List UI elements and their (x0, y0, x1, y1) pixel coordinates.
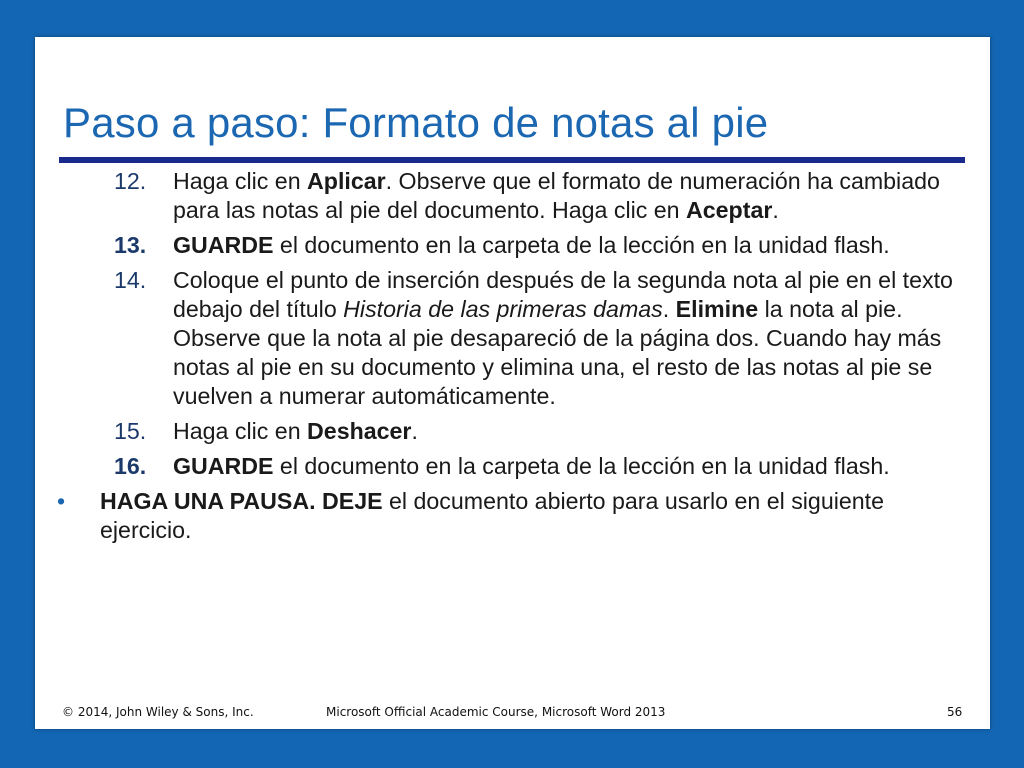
text-run: . Observe que el formato de numeración ha cambiado para las notas al pie del documento. Haga clic en (173, 168, 940, 223)
footer-copyright: © 2014, John Wiley & Sons, Inc. (62, 705, 254, 719)
bold-text: HAGA UNA PAUSA. DEJE (100, 488, 383, 514)
bold-text: Aceptar (686, 197, 773, 223)
bold-text: GUARDE (173, 453, 274, 479)
step-text (173, 453, 890, 479)
text-run: Coloque el punto de inserción después de la segunda nota al pie en el texto debajo del título (173, 267, 953, 322)
step-item (35, 266, 990, 411)
step-item (35, 452, 990, 481)
footer-course: Microsoft Official Academic Course, Microsoft Word 2013 (326, 705, 666, 719)
step-number: 15. (114, 418, 147, 444)
italic-text: Historia de las primeras damas (343, 296, 663, 322)
bold-text: Deshacer (307, 418, 412, 444)
step-text (173, 267, 953, 409)
bold-text: Aplicar (307, 168, 386, 194)
step-text (173, 168, 940, 223)
bold-text: GUARDE (173, 232, 274, 258)
text-run: el documento abierto para usarlo en el siguiente ejercicio. (100, 488, 885, 543)
bullet-item (35, 487, 990, 545)
text-run: . (772, 197, 779, 223)
step-item (35, 167, 990, 225)
step-number: 14. (114, 267, 147, 293)
step-text (173, 232, 890, 258)
text-run: el documento en la carpeta de la lección en la unidad flash. (273, 453, 890, 479)
step-number: 12. (114, 168, 147, 194)
text-run: Haga clic en (173, 418, 308, 444)
bullet-icon: • (57, 488, 66, 514)
step-number: 13. (114, 232, 147, 258)
step-number: 16. (114, 453, 147, 479)
slide-content (35, 167, 990, 545)
title-divider (59, 157, 965, 163)
bold-text: Elimine (675, 296, 759, 322)
step-text (173, 418, 418, 444)
text-run: el documento en la carpeta de la lección en la unidad flash. (273, 232, 890, 258)
slide (35, 37, 990, 729)
page-number: 56 (947, 705, 963, 719)
step-item (35, 231, 990, 260)
bullet-text (100, 488, 884, 543)
slide-title: Paso a paso: Formato de notas al pie (63, 99, 769, 146)
step-item (35, 417, 990, 446)
text-run: Haga clic en (173, 168, 308, 194)
text-run: la nota al pie. Observe que la nota al pie desapareció de la página dos. Cuando hay más notas al pie en su documento y elimina una, el resto de las notas al pie se vuelven a numerar automáticamente. (173, 296, 942, 409)
text-run: . (411, 418, 418, 444)
text-run: . (662, 296, 676, 322)
